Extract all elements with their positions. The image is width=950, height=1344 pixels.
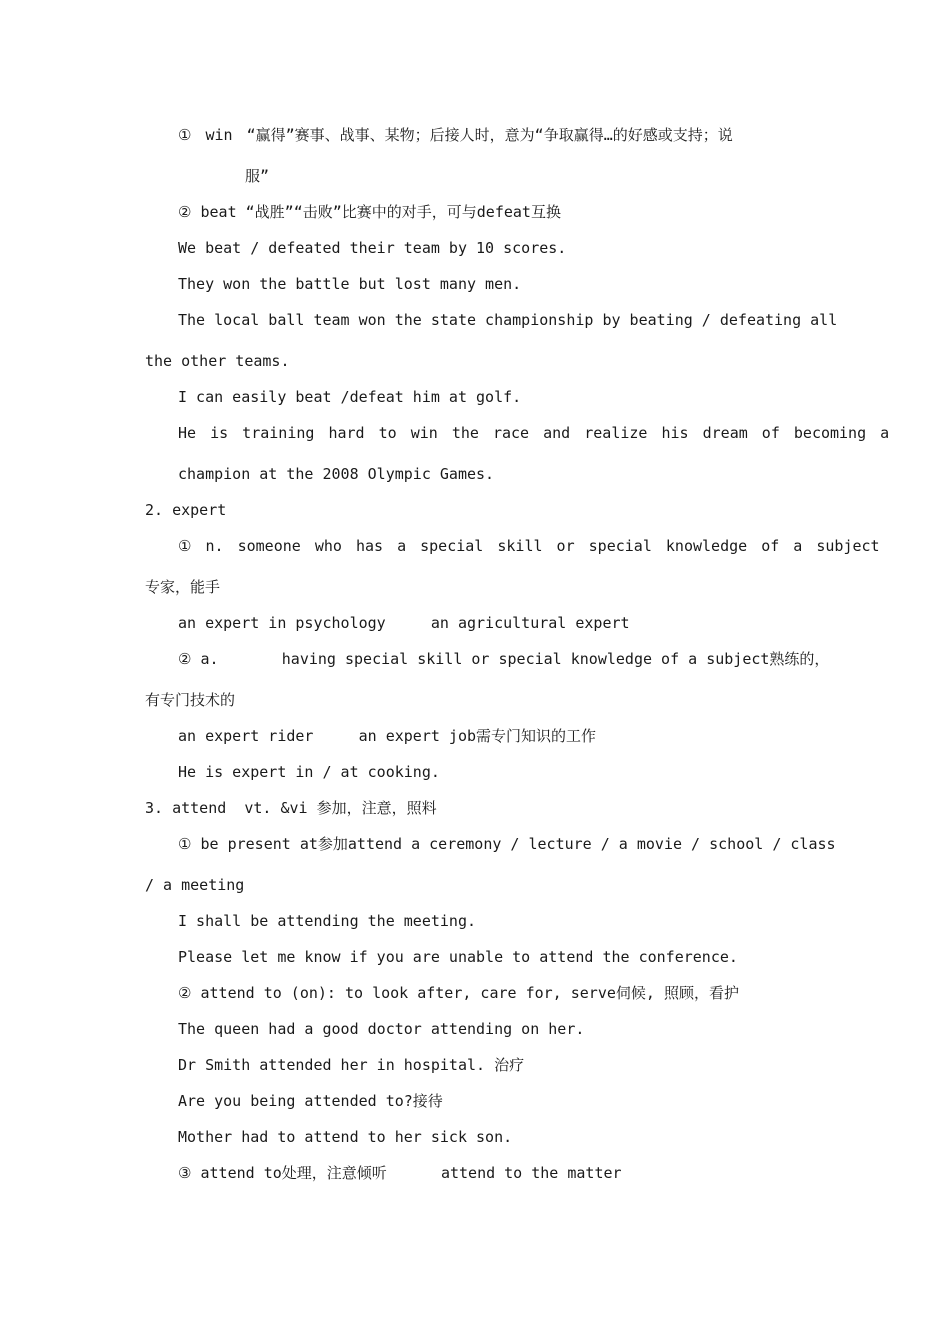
text-line: The local ball team won the state championship by beating / defeating all (178, 311, 838, 329)
text-line: They won the battle but lost many men. (178, 275, 522, 293)
text-line: 有专门技术的 (145, 691, 236, 709)
text-line: I shall be attending the meeting. (178, 912, 477, 930)
text-line: We beat / defeated their team by 10 scores. (178, 239, 567, 257)
text-line: Please let me know if you are unable to attend the conference. (178, 948, 738, 966)
text-line: the other teams. (145, 352, 290, 370)
text-line: an expert in psychology an agricultural expert (178, 614, 630, 632)
text-line: ② beat “战胜”“击败”比赛中的对手，可与defeat互换 (178, 203, 561, 221)
text-line: Mother had to attend to her sick son. (178, 1128, 513, 1146)
text-line: ③ attend to处理，注意倾听 attend to the matter (178, 1164, 622, 1182)
section-heading: 2. expert (145, 501, 227, 519)
text-line: The queen had a good doctor attending on her. (178, 1020, 585, 1038)
text-line: ① win “赢得”赛事、战事、某物；后接人时，意为“争取赢得…的好感或支持；说 (178, 126, 733, 144)
text-line: He is expert in / at cooking. (178, 763, 440, 781)
text-line: an expert rider an expert job需专门知识的工作 (178, 727, 597, 745)
text-line: He is training hard to win the race and realize his dream of becoming a (178, 424, 890, 442)
text-line: 服” (245, 167, 270, 185)
text-line: Are you being attended to?接待 (178, 1092, 443, 1110)
text-line: 专家，能手 (145, 578, 221, 596)
text-line: / a meeting (145, 876, 245, 894)
text-line: ① be present at参加attend a ceremony / lecture / a movie / school / class (178, 835, 836, 853)
text-line: ② a. having special skill or special knowledge of a subject熟练的， (178, 650, 830, 668)
text-line: champion at the 2008 Olympic Games. (178, 465, 495, 483)
text-line: I can easily beat /defeat him at golf. (178, 388, 522, 406)
text-line: Dr Smith attended her in hospital. 治疗 (178, 1056, 525, 1074)
text-line: ① n. someone who has a special skill or special knowledge of a subject (178, 537, 880, 555)
section-heading: 3. attend vt. &vi 参加，注意，照料 (145, 799, 437, 817)
text-line: ② attend to (on): to look after, care for, serve伺候, 照顾，看护 (178, 984, 739, 1002)
